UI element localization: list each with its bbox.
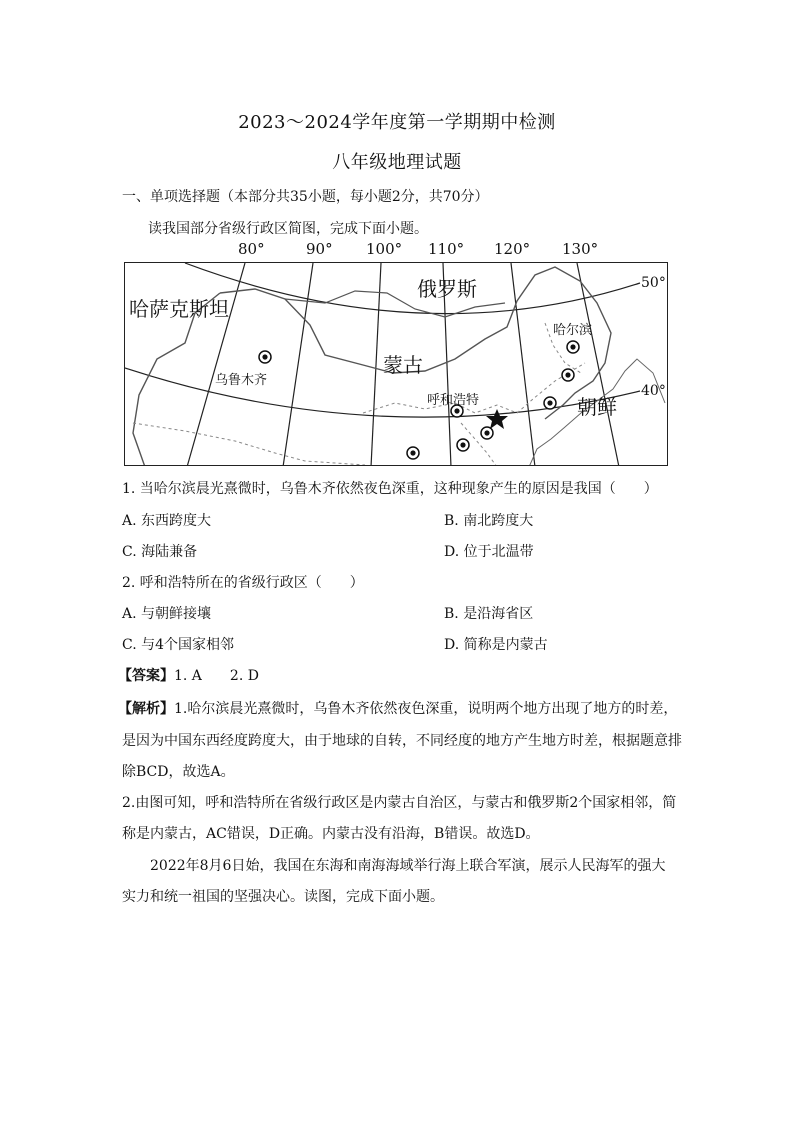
question-1-option-b: B. 南北跨度大 [444, 513, 534, 529]
map-label-kazakhstan: 哈萨克斯坦 [129, 297, 229, 321]
question-2-option-a: A. 与朝鲜接壤 [122, 606, 212, 622]
analysis-line-1: 【解析】1.哈尔滨晨光熹微时，乌鲁木齐依然夜色深重，说明两个地方出现了地方的时差， [118, 701, 678, 717]
map-label-russia: 俄罗斯 [417, 277, 477, 301]
analysis-line-3: 除BCD，故选A。 [122, 764, 235, 780]
analysis-line-4: 2.由图可知，呼和浩特所在省级行政区是内蒙古自治区，与蒙古和俄罗斯2个国家相邻，简 [122, 795, 677, 811]
next-intro-line-2: 实力和统一祖国的坚强决心。读图，完成下面小题。 [122, 889, 444, 905]
analysis-line-2: 是因为中国东西经度跨度大，由于地球的自转，不同经度的地方产生地方时差，根据题意排 [122, 733, 682, 749]
city-marker [407, 447, 419, 459]
question-2-stem: 2. 呼和浩特所在的省级行政区（ ） [122, 575, 364, 591]
map-label-mongolia: 蒙古 [383, 353, 423, 377]
map-label-korea: 朝鲜 [577, 395, 617, 419]
longitude-label-100: 100° [366, 240, 403, 258]
province-border [133, 423, 365, 465]
longitude-label-110: 110° [428, 240, 465, 258]
city-marker [544, 397, 556, 409]
china-northern-border [220, 267, 611, 419]
question-1-option-d: D. 位于北温带 [444, 544, 534, 560]
city-marker [562, 369, 574, 381]
longitude-line-100 [371, 263, 381, 466]
question-2-option-b: B. 是沿海省区 [444, 606, 534, 622]
city-marker-urumqi [259, 351, 271, 363]
question-1-option-a: A. 东西跨度大 [122, 513, 212, 529]
page-subtitle: 八年级地理试题 [332, 152, 462, 173]
city-marker-harbin [567, 341, 579, 353]
analysis-label: 【解析】 [118, 701, 174, 717]
longitude-line-90 [283, 263, 313, 466]
map-label-urumqi: 乌鲁木齐 [215, 373, 268, 388]
page-title: 2023～2024学年度第一学期期中检测 [238, 112, 556, 133]
province-map-figure [124, 240, 668, 468]
capital-star-icon [486, 409, 508, 429]
analysis-line-5: 称是内蒙古，AC错误，D正确。内蒙古没有沿海，B错误。故选D。 [122, 826, 540, 842]
next-intro-line-1: 2022年8月6日始，我国在东海和南海海域举行海上联合军演，展示人民海军的强大 [150, 858, 666, 874]
section-heading: 一、单项选择题（本部分共35小题，每小题2分，共70分） [122, 189, 489, 205]
latitude-label-50: 50° [641, 275, 666, 291]
map-label-hohhot: 呼和浩特 [427, 393, 480, 408]
longitude-label-120: 120° [494, 240, 531, 258]
answer-text: 1. A 2. D [174, 668, 259, 684]
longitude-label-90: 90° [306, 240, 333, 258]
city-marker [481, 427, 493, 439]
question-1-stem: 1. 当哈尔滨晨光熹微时，乌鲁木齐依然夜色深重，这种现象产生的原因是我国（ ） [122, 481, 658, 497]
question-2-option-d: D. 简称是内蒙古 [444, 637, 548, 653]
map-frame [124, 262, 668, 466]
map-label-harbin: 哈尔滨 [553, 323, 593, 338]
longitude-line-130 [577, 263, 619, 466]
section-intro: 读我国部分省级行政区简图，完成下面小题。 [148, 221, 428, 237]
latitude-label-40: 40° [641, 383, 666, 399]
city-marker [457, 439, 469, 451]
answer-block [118, 665, 259, 685]
longitude-label-80: 80° [238, 240, 265, 258]
question-2-option-c: C. 与4个国家相邻 [122, 637, 235, 653]
latitude-line-50 [185, 263, 640, 314]
answer-label: 【答案】 [118, 668, 174, 684]
question-1-option-c: C. 海陆兼备 [122, 544, 198, 560]
longitude-label-130: 130° [562, 240, 599, 258]
